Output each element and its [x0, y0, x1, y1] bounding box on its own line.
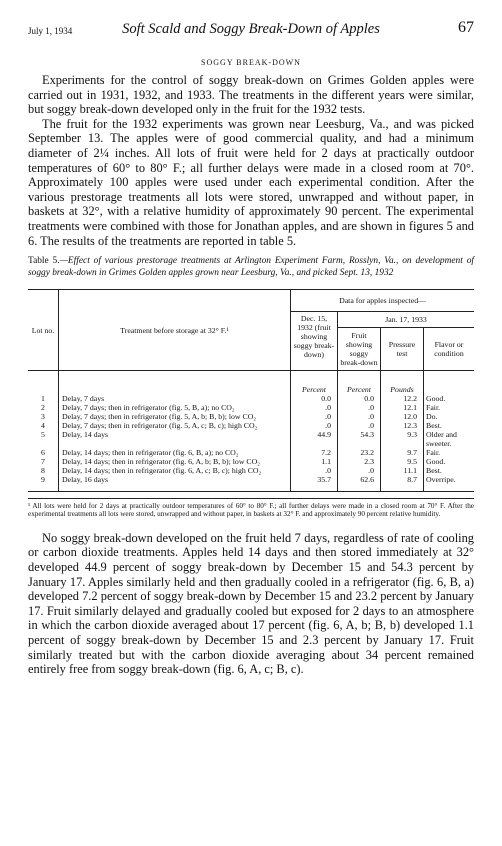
cell-jan: .0 [338, 466, 381, 475]
cell-jan: 0.0 [338, 394, 381, 403]
table-caption [28, 256, 474, 279]
cell-jan: 23.2 [338, 448, 381, 457]
cell-jan: 2.3 [338, 457, 381, 466]
table-row [28, 475, 474, 491]
section-heading: SOGGY BREAK-DOWN [201, 58, 301, 67]
cell-treatment: Delay, 7 days; then in refrigerator (fig. 5, A, b; B, b); low CO₂ [59, 412, 291, 421]
th-group: Data for apples inspected— [291, 290, 475, 312]
cell-lot: 8 [41, 466, 45, 476]
table-caption-label: Table 5. [28, 256, 60, 267]
unit-jan: Percent [338, 371, 381, 395]
table-row [28, 412, 474, 421]
cell-jan: 62.6 [338, 475, 381, 491]
cell-flavor: Overripe. [424, 475, 475, 491]
cell-lot: 9 [28, 475, 59, 491]
unit-dec: Percent [291, 371, 338, 395]
table-row [28, 448, 474, 457]
th-jan: Jan. 17, 1933 [338, 312, 475, 328]
cell-flavor: Do. [424, 412, 475, 421]
cell-treatment: Delay, 16 days [59, 475, 291, 491]
cell-flavor: Best. [424, 466, 475, 475]
cell-pressure: 12.1 [381, 403, 424, 412]
cell-lot: 3 [41, 412, 45, 422]
table-row [28, 421, 474, 430]
cell-jan: .0 [338, 421, 381, 430]
cell-treatment: Delay, 7 days; then in refrigerator (fig. 5, B, a); no CO₂ [59, 403, 291, 412]
th-flavor: Flavor or condition [424, 328, 475, 371]
table-row [28, 457, 474, 466]
cell-jan: .0 [338, 403, 381, 412]
table-row [28, 394, 474, 403]
cell-dec: .0 [291, 421, 338, 430]
cell-dec: .0 [291, 403, 338, 412]
cell-pressure: 9.3 [381, 430, 424, 448]
table-caption-text: —Effect of various prestorage treatments at Arlington Experiment Farm, Rosslyn, Va., on development of soggy break-down in Grimes Golden apples grown near Leesburg, Va., and picked Sept. 13, 1932 [28, 256, 475, 278]
cell-pressure: 8.7 [381, 475, 424, 491]
document-page [28, 18, 474, 677]
cell-treatment: Delay, 14 days; then in refrigerator (fig. 6, A, b; B, b); low CO₂ [59, 457, 291, 466]
cell-lot: 6 [41, 448, 45, 458]
page-number: 67 [458, 19, 474, 36]
cell-pressure: 11.1 [381, 466, 424, 475]
paragraph-2: The fruit for the 1932 experiments was grown near Leesburg, Va., and was picked September 13. The apples were of good commercial quality, and had a minimum diameter of 2¼ inches. All lots of fruit were held for 2 days at practically outdoor temperatures of 60° to 80° F.; all further delays were made in a closed room at 70°. Approximately 100 apples were used under each experimental condition. After the various prestorage treatments all lots were stored, unwrapped and without paper, in baskets at 32°, with a relative humidity of approximately 90 percent. The experimental treatments were combined with those for Jonathan apples, and are shown in figures 5 and 6. The results of the treatments are reported in table 5. [28, 116, 474, 248]
cell-treatment: Delay, 14 days; then in refrigerator (fig. 6, A, c; B, c); high CO₂ [59, 466, 291, 475]
closing-paragraph: No soggy break-down developed on the fruit held 7 days, regardless of rate of cooling or carbon dioxide treatments. Apples held 14 days and then stored immediately at 32° developed 44.9 percent of soggy break-down by December 15 and 54.3 percent by January 17. Apples similarly held and then gradually cooled in a refrigerator (fig. 6, B, a) developed 7.2 percent of soggy break-down by December 15 and 23.2 percent by January 17. Fruit similarly delayed and gradually cooled but exposed for 2 days to an atmosphere in which the carbon dioxide averaged about 17 percent (fig. 6, A, b; B, b) developed 1.1 percent of soggy break-down by December 15 and 2.3 percent by January 17. Fruit similarly treated but with the carbon dioxide averaging about 34 percent remained entirely free from soggy break-down (fig. 6, A, c; B, c). [28, 530, 474, 677]
cell-flavor: Fair. [424, 403, 475, 412]
cell-flavor: Older and sweeter. [424, 430, 475, 448]
cell-treatment: Delay, 14 days [59, 430, 291, 448]
cell-jan: .0 [338, 412, 381, 421]
results-table [28, 289, 474, 492]
cell-flavor: Good. [424, 457, 475, 466]
cell-pressure: 9.7 [381, 448, 424, 457]
running-header [28, 18, 474, 44]
cell-jan: 54.3 [338, 430, 381, 448]
cell-lot: 1 [41, 394, 45, 404]
th-jan-fruit: Fruit showing soggy break-down [338, 328, 381, 371]
cell-lot: 5 [41, 430, 45, 440]
cell-pressure: 12.2 [381, 394, 424, 403]
cell-pressure: 12.3 [381, 421, 424, 430]
header-date: July 1, 1934 [28, 26, 73, 36]
cell-treatment: Delay, 7 days; then in refrigerator (fig. 5, A, c; B, c); high CO₂ [59, 421, 291, 430]
cell-pressure: 12.0 [381, 412, 424, 421]
cell-treatment: Delay, 7 days [59, 394, 291, 403]
cell-dec: 44.9 [291, 430, 338, 448]
cell-lot: 2 [41, 403, 45, 413]
table-footnote: ¹ All lots were held for 2 days at practically outdoor temperatures of 60° to 80° F.; all further delays were made in a closed room at 70° F. After the experimental treatments all lots were stored, unwrapped and without paper, in baskets at 32° F. and approximately 90 percent relative humidity. [28, 498, 474, 519]
table-row [28, 403, 474, 412]
cell-dec: 35.7 [291, 475, 338, 491]
paragraph-1: Experiments for the control of soggy break-down on Grimes Golden apples were carried out in 1931, 1932, and 1933. The treatments in the different years were similar, but soggy break-down developed only in the fruit for the 1932 tests. [28, 73, 474, 117]
table-row [28, 430, 474, 448]
cell-dec: 7.2 [291, 448, 338, 457]
cell-flavor: Best. [424, 421, 475, 430]
header-title: Soft Scald and Soggy Break-Down of Apples [122, 21, 380, 37]
cell-flavor: Fair. [424, 448, 475, 457]
th-dec: Dec. 15, 1932 (fruit showing soggy break-down) [291, 312, 338, 371]
unit-pressure: Pounds [381, 371, 424, 395]
table-row [28, 466, 474, 475]
cell-pressure: 9.5 [381, 457, 424, 466]
th-treatment: Treatment before storage at 32° F.¹ [59, 290, 291, 371]
cell-dec: .0 [291, 466, 338, 475]
cell-dec: 1.1 [291, 457, 338, 466]
th-pressure: Pressure test [381, 328, 424, 371]
cell-dec: 0.0 [291, 394, 338, 403]
table-body [28, 371, 474, 492]
th-lot: Lot no. [28, 290, 59, 371]
cell-lot: 7 [41, 457, 45, 467]
cell-lot: 4 [41, 421, 45, 431]
cell-flavor: Good. [424, 394, 475, 403]
cell-dec: .0 [291, 412, 338, 421]
cell-treatment: Delay, 14 days; then in refrigerator (fig. 6, B, a); no CO₂ [59, 448, 291, 457]
